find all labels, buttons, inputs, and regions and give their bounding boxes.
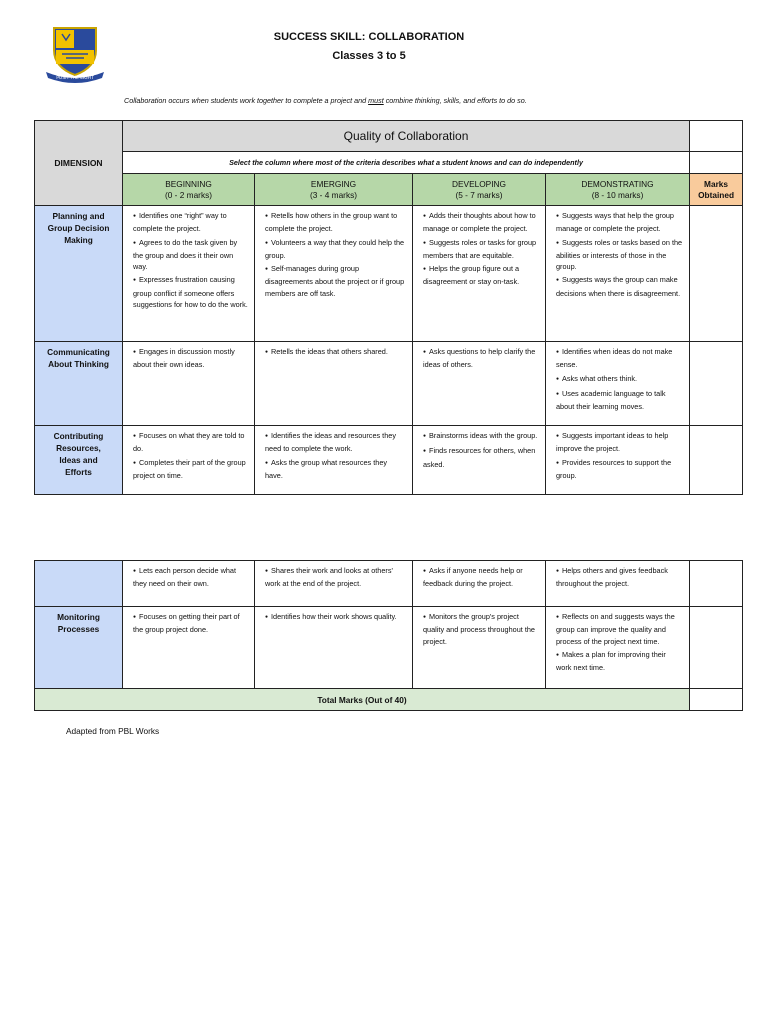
criteria-bullet: ● Monitors the group's project quality and process throughout the project.: [423, 611, 539, 647]
criteria-bullet: ● Focuses on what they are told to do.: [133, 430, 248, 455]
marks-obtained-header: Marks Obtained: [690, 174, 743, 206]
source-credit: Adapted from PBL Works: [66, 726, 160, 736]
dimension-label: Efforts: [65, 467, 92, 477]
rubric-row: [35, 561, 743, 607]
criteria-bullet: ● Helps others and gives feedback throughout the project.: [556, 565, 683, 590]
dimension-label: Contributing: [53, 431, 104, 441]
instruction-text: Select the column where most of the criteria describes what a student knows and can do independently: [123, 152, 690, 174]
criteria-cell: [413, 342, 546, 426]
criteria-bullet: ● Uses academic language to talk about their learning moves.: [556, 388, 683, 413]
criteria-cell: [546, 342, 690, 426]
marks-obtained-cell[interactable]: [690, 607, 743, 689]
criteria-bullet: ● Identifies how their work shows quality.: [265, 611, 406, 624]
total-marks-label: Total Marks (Out of 40): [35, 689, 690, 711]
criteria-cell: [255, 561, 413, 607]
criteria-bullet: ● Asks what others think.: [556, 373, 683, 386]
criteria-bullet: ● Retells how others in the group want to complete the project.: [265, 210, 406, 235]
criteria-cell: [413, 206, 546, 342]
criteria-bullet: ● Engages in discussion mostly about their own ideas.: [133, 346, 248, 371]
criteria-cell: [123, 426, 255, 495]
criteria-cell: [123, 607, 255, 689]
criteria-bullet: ● Agrees to do the task given by the group and does it their own way.: [133, 237, 248, 273]
dimension-cell: [35, 342, 123, 426]
criteria-bullet: ● Suggests ways the group can make decisions when there is disagreement.: [556, 274, 683, 299]
quality-title: Quality of Collaboration: [123, 121, 690, 152]
marks-obtained-cell[interactable]: [690, 426, 743, 495]
criteria-bullet: ● Provides resources to support the group.: [556, 457, 683, 482]
criteria-cell: [413, 426, 546, 495]
dimension-label: About Thinking: [48, 359, 109, 369]
total-marks-value[interactable]: [690, 689, 743, 711]
marks-obtained-cell[interactable]: [690, 561, 743, 607]
criteria-bullet: ● Completes their part of the group project on time.: [133, 457, 248, 482]
criteria-cell: [123, 206, 255, 342]
rubric-row: [35, 426, 743, 495]
dimension-cell: [35, 607, 123, 689]
criteria-cell: [546, 206, 690, 342]
marks-obtained-cell[interactable]: [690, 342, 743, 426]
criteria-bullet: ● Brainstorms ideas with the group.: [423, 430, 539, 443]
criteria-bullet: ● Finds resources for others, when asked.: [423, 445, 539, 470]
criteria-bullet: ● Asks if anyone needs help or feedback during the project.: [423, 565, 539, 590]
criteria-bullet: ● Asks the group what resources they have.: [265, 457, 406, 482]
criteria-bullet: ● Reflects on and suggests ways the group can improve the quality and process of the project next time.: [556, 611, 683, 647]
blank-cell: [690, 152, 743, 174]
dimension-cell: [35, 561, 123, 607]
criteria-bullet: ● Suggests important ideas to help improve the project.: [556, 430, 683, 455]
page-subtitle: Classes 3 to 5: [332, 50, 406, 62]
criteria-bullet: ● Identifies the ideas and resources they need to complete the work.: [265, 430, 406, 455]
criteria-bullet: ● Identifies one “right” way to complete the project.: [133, 210, 248, 235]
criteria-cell: [546, 561, 690, 607]
criteria-bullet: ● Suggests roles or tasks based on the abilities or interests of those in the group.: [556, 237, 683, 273]
column-header-emerging: EMERGING (3 - 4 marks): [255, 174, 413, 206]
intro-text: Collaboration occurs when students work together to complete a project and must combine thinking, skills, and efforts to do so.: [124, 96, 527, 105]
criteria-bullet: ● Expresses frustration causing group conflict if someone offers suggestions for how to do the work.: [133, 274, 248, 310]
rubric-row: [35, 607, 743, 689]
criteria-bullet: ● Lets each person decide what they need on their own.: [133, 565, 248, 590]
criteria-bullet: ● Asks questions to help clarify the ideas of others.: [423, 346, 539, 371]
rubric-row: [35, 342, 743, 426]
criteria-bullet: ● Volunteers a way that they could help the group.: [265, 237, 406, 262]
criteria-bullet: ● Identifies when ideas do not make sense.: [556, 346, 683, 371]
dimension-label: Planning and: [52, 211, 105, 221]
criteria-cell: [413, 561, 546, 607]
criteria-bullet: ● Makes a plan for improving their work next time.: [556, 649, 683, 674]
criteria-cell: [255, 607, 413, 689]
dimension-label: Group Decision: [47, 223, 110, 233]
column-header-demonstrating: DEMONSTRATING (8 - 10 marks): [546, 174, 690, 206]
criteria-bullet: ● Adds their thoughts about how to manage or complete the project.: [423, 210, 539, 235]
dimension-header: DIMENSION: [35, 121, 123, 206]
criteria-cell: [546, 607, 690, 689]
dimension-label: Communicating: [47, 347, 110, 357]
rubric-table-part-1: [34, 120, 743, 495]
page-title: SUCCESS SKILL: COLLABORATION: [273, 31, 465, 43]
criteria-cell: [413, 607, 546, 689]
criteria-cell: [123, 342, 255, 426]
svg-text:PUSH THE LIGHT: PUSH THE LIGHT: [56, 76, 94, 81]
criteria-cell: [255, 426, 413, 495]
column-header-beginning: BEGINNING (0 - 2 marks): [123, 174, 255, 206]
dimension-label: Processes: [57, 624, 100, 634]
criteria-bullet: ● Suggests ways that help the group manage or complete the project.: [556, 210, 683, 235]
criteria-bullet: ● Helps the group figure out a disagreement or stay on-task.: [423, 263, 539, 288]
dimension-label: Resources,: [56, 443, 101, 453]
rubric-row: [35, 206, 743, 342]
criteria-cell: [255, 342, 413, 426]
column-header-developing: DEVELOPING (5 - 7 marks): [413, 174, 546, 206]
criteria-bullet: ● Suggests roles or tasks for group members that are equitable.: [423, 237, 539, 262]
rubric-table-part-2: [34, 560, 743, 711]
criteria-cell: [255, 206, 413, 342]
criteria-bullet: ● Retells the ideas that others shared.: [265, 346, 406, 359]
criteria-bullet: ● Shares their work and looks at others' work at the end of the project.: [265, 565, 406, 590]
criteria-cell: [546, 426, 690, 495]
criteria-cell: [123, 561, 255, 607]
blank-cell: [690, 121, 743, 152]
dimension-cell: [35, 206, 123, 342]
marks-obtained-cell[interactable]: [690, 206, 743, 342]
dimension-cell: [35, 426, 123, 495]
criteria-bullet: ● Focuses on getting their part of the group project done.: [133, 611, 248, 636]
dimension-label: Ideas and: [59, 455, 98, 465]
criteria-bullet: ● Self-manages during group disagreements about the project or if group members are off task.: [265, 263, 406, 299]
dimension-label: Making: [64, 235, 93, 245]
dimension-label: Monitoring: [57, 612, 100, 622]
